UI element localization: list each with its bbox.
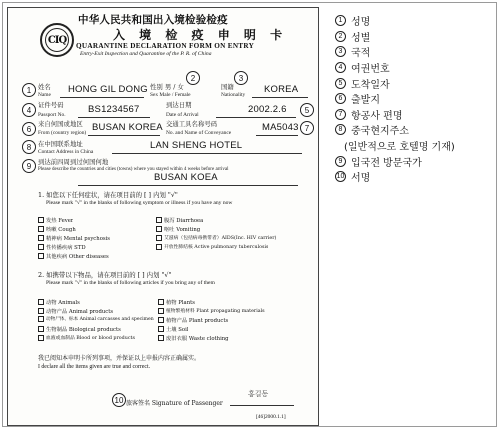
declaration-cn: 我已阅知本申明卡所列事项，并保证以上申报内容正确属实。 — [38, 355, 201, 362]
nationality-underline — [252, 97, 308, 98]
address-label-cn: 在中国联系地址 — [38, 140, 83, 148]
checkbox[interactable] — [156, 235, 162, 241]
legend-label: 국적 — [351, 48, 371, 60]
legend-number: 10 — [336, 173, 345, 181]
legend-label: 도착일자 — [351, 79, 390, 91]
nationality-label-cn: 国籍 — [221, 83, 234, 91]
visited-value[interactable]: BUSAN KOEA — [154, 172, 218, 183]
passport-value[interactable]: BS1234567 — [88, 104, 140, 115]
field-legend — [335, 13, 495, 185]
article-plant-propagating[interactable]: 植物繁殖材料 Plant propagating materials — [158, 307, 265, 314]
legend-number: 9 — [335, 156, 346, 167]
legend-item — [335, 91, 495, 107]
sex-label-cn: 性别 男 / 女 — [150, 83, 184, 91]
from-underline — [88, 135, 160, 136]
legend-number: 2 — [335, 31, 346, 42]
address-label-en: Contact Address in China — [38, 149, 94, 155]
article-waste-clothing[interactable]: 废旧衣服 Waste clothing — [158, 334, 229, 342]
legend-number: 8 — [335, 124, 346, 135]
symptom-mental-psychosis[interactable]: 精神病 Mental psychosis — [38, 234, 110, 242]
marker-2: 2 — [186, 71, 200, 85]
legend-label: 여권번호 — [351, 64, 390, 76]
legend-label: 입국전 방문국가 — [351, 157, 422, 169]
legend-item — [335, 169, 495, 185]
article-blood-products[interactable]: 血液或血制品 Blood or blood products — [38, 334, 135, 341]
article-plant-products[interactable]: 植物产品 Plant products — [158, 316, 228, 324]
marker-4: 4 — [22, 103, 36, 117]
legend-label: 성별 — [351, 32, 371, 44]
marker-8: 8 — [22, 140, 36, 154]
symptom-tuberculosis[interactable]: 开放性肺结核 Active pulmonary tuberculosis — [156, 243, 268, 250]
checkbox[interactable] — [158, 299, 164, 305]
visited-label-cn: 到达前四周到过何国何地 — [38, 158, 109, 166]
arrival-value[interactable]: 2002.2.6 — [248, 104, 287, 115]
article-plants[interactable]: 植物 Plants — [158, 298, 195, 306]
marker-5: 5 — [300, 103, 314, 117]
legend-item — [335, 75, 495, 91]
checkbox[interactable] — [156, 217, 162, 223]
from-label-cn: 来自何国或地区 — [38, 120, 83, 128]
name-value[interactable]: HONG GIL DONG — [68, 84, 148, 95]
legend-label: 항공사 편명 — [351, 110, 403, 122]
conveyance-underline — [256, 135, 298, 136]
checkbox[interactable] — [38, 308, 44, 314]
article-biological-products[interactable]: 生物制品 Biological products — [38, 325, 121, 333]
checkbox[interactable] — [38, 217, 44, 223]
legend-label: 성명 — [351, 17, 371, 29]
nationality-value[interactable]: KOREA — [264, 84, 299, 95]
legend-number: 7 — [335, 109, 346, 120]
legend-label: 서명 — [351, 173, 371, 185]
marker-6: 6 — [22, 122, 36, 136]
legend-label: 출발지 — [351, 95, 380, 107]
article-animal-carcasses[interactable]: 动物尸体、标本 Animal carcasses and specimen — [38, 316, 154, 322]
checkbox[interactable] — [158, 335, 164, 341]
legend-item — [335, 29, 495, 45]
passport-label-en: Passport No. — [38, 112, 66, 118]
checkbox[interactable] — [38, 253, 44, 259]
arrival-underline — [216, 117, 296, 118]
name-underline — [60, 97, 144, 98]
marker-3: 3 — [234, 71, 248, 85]
legend-item — [335, 60, 495, 76]
name-label-cn: 姓名 — [38, 83, 51, 91]
signature-label: 旅客签名 Signature of Passenger — [126, 400, 223, 407]
visited-underline — [78, 185, 298, 186]
checkbox[interactable] — [38, 335, 44, 341]
nationality-label-en: Nationality — [221, 92, 246, 98]
symptom-aids[interactable]: 艾滋病（包括病毒携带者）AIDS(Inc. HIV carrier) — [156, 234, 276, 241]
legend-number: 4 — [335, 62, 346, 73]
symptom-cough[interactable]: 咳嗽 Cough — [38, 225, 76, 233]
checkbox[interactable] — [38, 326, 44, 332]
declaration-en: I declare all the items given are true and correct. — [38, 364, 151, 370]
legend-number: 6 — [335, 93, 346, 104]
arrival-label-en: Date of Arrival — [166, 112, 199, 118]
marker-7: 7 — [300, 121, 314, 135]
section1-title-en: Please mark "√" in the blanks of following symptom or illness if you have any now — [46, 200, 233, 206]
signature-underline — [230, 405, 294, 406]
checkbox[interactable] — [38, 244, 44, 250]
ciq-seal-text: CIQ — [45, 28, 69, 52]
conveyance-label-en: No. and Name of Conveyance — [166, 130, 232, 136]
address-underline — [112, 153, 302, 154]
legend-note: (일반적으로 호텔명 기재) — [344, 142, 455, 154]
legend-item — [335, 153, 495, 169]
symptom-diarrhoea[interactable]: 腹泻 Diarrhoea — [156, 216, 203, 224]
symptom-std[interactable]: 性传播疾病 STD — [38, 243, 86, 251]
form-code: [46]2000.1.1] — [256, 414, 286, 420]
passport-label-cn: 证件号码 — [38, 101, 64, 109]
screenshot-frame — [2, 2, 497, 427]
form-subtitle-cn: 入 境 检 疫 申 明 卡 — [113, 28, 288, 42]
passport-underline — [78, 117, 150, 118]
from-label-en: From (country region) — [38, 130, 87, 136]
legend-item — [335, 107, 495, 123]
form-subtitle-en: Entry-Exit Inspection and Quarantine of the P. R. of China — [80, 51, 212, 57]
conveyance-label-cn: 交通工具名称号码 — [166, 120, 218, 128]
checkbox[interactable] — [38, 316, 44, 322]
ciq-seal-logo — [40, 23, 74, 57]
visited-label-en: Please describe the countries and cities (towns) where you stayed within 4 weeks before arrival — [38, 167, 229, 172]
legend-item — [335, 44, 495, 60]
symptom-other[interactable]: 其他疾病 Other diseases — [38, 252, 109, 260]
conveyance-value[interactable]: MA5043 — [262, 122, 299, 133]
quarantine-declaration-form — [7, 7, 319, 426]
marker-1: 1 — [22, 83, 36, 97]
legend-number: 5 — [335, 78, 346, 89]
name-label-en: Name — [38, 92, 51, 98]
section1-title-cn: 1. 如您以下任何症状，请在项目前的 [ ] 内划 "√" — [38, 191, 178, 199]
from-value[interactable]: BUSAN KOREA — [92, 122, 163, 133]
section2-title-cn: 2. 如携带以下物品，请在项目前的 [ ] 内划 "√" — [38, 271, 172, 279]
legend-label: 중국현지주소 — [351, 126, 409, 138]
checkbox[interactable] — [38, 226, 44, 232]
legend-number: 1 — [335, 15, 346, 26]
arrival-label-cn: 到达日期 — [166, 101, 192, 109]
article-animals[interactable]: 动物 Animals — [38, 298, 80, 306]
symptom-fever[interactable]: 发热 Fever — [38, 216, 73, 224]
marker-9: 9 — [22, 159, 36, 173]
form-title-en: QUARANTINE DECLARATION FORM ON ENTRY — [76, 42, 255, 50]
legend-number: 3 — [335, 46, 346, 57]
sex-label-en: Sex Male / Female — [150, 92, 191, 98]
article-animal-products[interactable]: 动物产品 Animal products — [38, 307, 113, 315]
symptom-vomiting[interactable]: 呕吐 Vomiting — [156, 225, 200, 233]
checkbox[interactable] — [156, 226, 162, 232]
legend-item — [335, 13, 495, 29]
legend-item — [335, 122, 495, 138]
article-soil[interactable]: 土壤 Soil — [158, 325, 188, 333]
checkbox[interactable] — [158, 308, 164, 314]
signature-value[interactable]: 홍길동 — [248, 390, 269, 398]
checkbox[interactable] — [38, 299, 44, 305]
address-value[interactable]: LAN SHENG HOTEL — [150, 140, 243, 151]
checkbox[interactable] — [158, 317, 164, 323]
checkbox[interactable] — [158, 326, 164, 332]
checkbox[interactable] — [38, 235, 44, 241]
form-title-cn: 中华人民共和国出入境检验检疫 — [78, 14, 228, 26]
checkbox[interactable] — [156, 244, 162, 250]
section2-title-en: Please mark "√" in the blanks of following articles if you bring any of them — [46, 280, 215, 286]
marker-10: 10 — [112, 393, 126, 407]
